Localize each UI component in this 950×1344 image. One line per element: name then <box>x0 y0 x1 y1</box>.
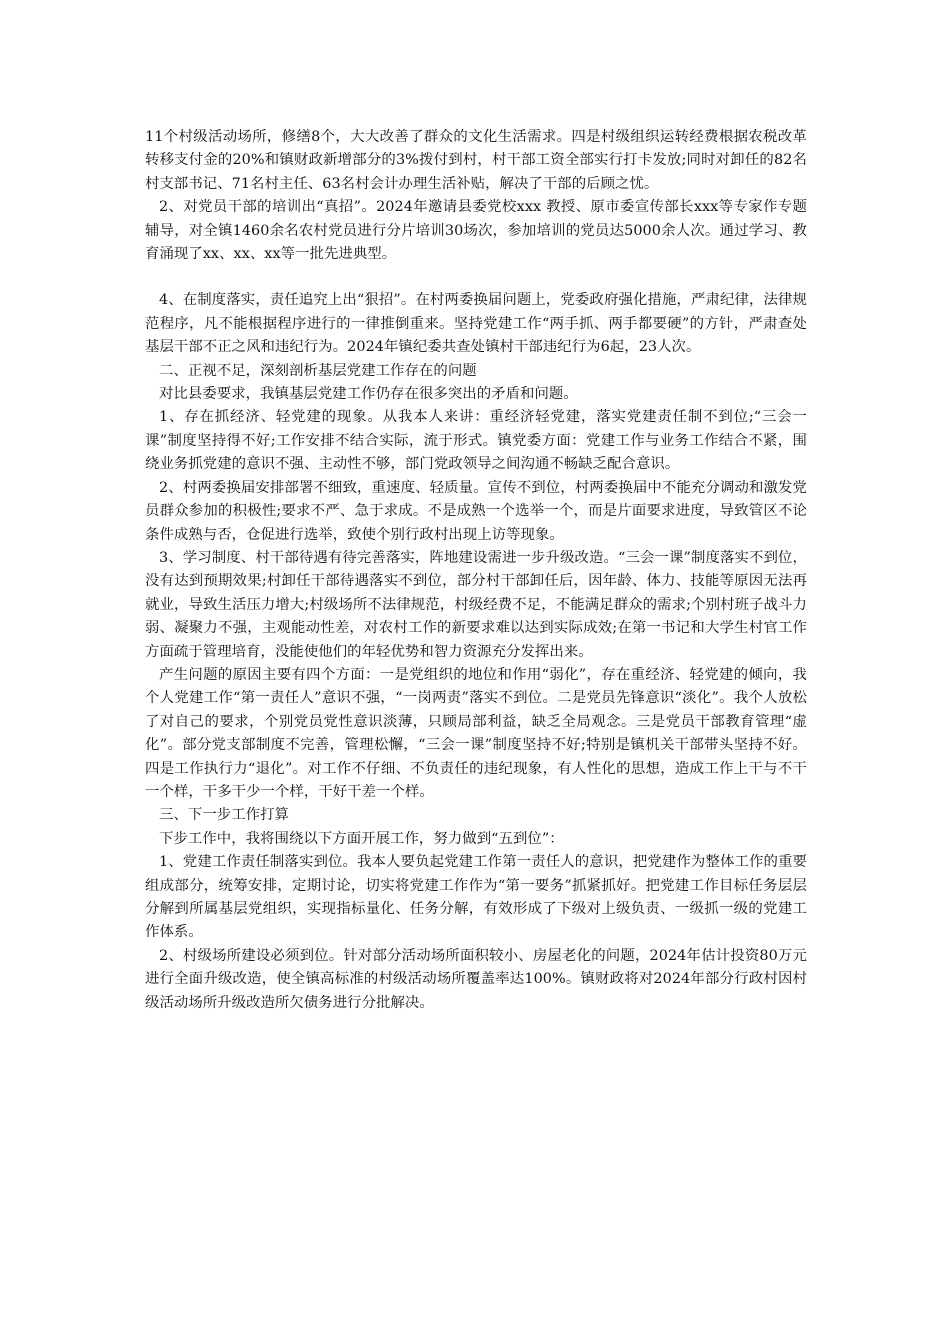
paragraph-training: 2、对党员干部的培训出“真招”。2024年邀请县委党校xxx 教授、原市委宣传部长xxx等专家作专题辅导，对全镇1460余名农村党员进行分片培训30场次，参加培训的党员达5000余人次。通过学习、教育涌现了xx、xx、xx等一批先进典型。 <box>145 199 807 263</box>
paragraph-problem-1: 1、存在抓经济、轻党建的现象。从我本人来讲：重经济轻党建，落实党建责任制不到位;“三会一课”制度坚持得不好;工作安排不结合实际，流于形式。镇党委方面：党建工作与业务工作结合不紧，围绕业务抓党建的意识不强、主动性不够，部门党政领导之间沟通不畅缺乏配合意识。 <box>145 409 807 473</box>
section-heading-problems: 二、正视不足，深刻剖析基层党建工作存在的问题 <box>159 362 477 379</box>
document-page <box>145 126 807 1015</box>
paragraph-next-steps-intro: 下步工作中，我将围绕以下方面开展工作，努力做到“五到位”： <box>159 830 564 847</box>
paragraph-continuation: 11个村级活动场所，修缮8个，大大改善了群众的文化生活需求。四是村级组织运转经费根据农税改革转移支付金的20%和镇财政新增部分的3%拨付到村，村干部工资全部实行打卡发放;同时对卸任的82名村支部书记、71名村主任、63名村会计办理生活补贴，解决了干部的后顾之忧。 <box>145 129 807 192</box>
paragraph-next-step-2: 2、村级场所建设必须到位。针对部分活动场所面积较小、房屋老化的问题，2024年估计投资80万元进行全面升级改造，使全镇高标准的村级活动场所覆盖率达100%。镇财政将对2024年部分行政村因村级活动场所升级改造所欠债务进行分批解决。 <box>145 947 807 1011</box>
paragraph-next-step-1: 1、党建工作责任制落实到位。我本人要负起党建工作第一责任人的意识，把党建作为整体工作的重要组成部分，统筹安排，定期讨论，切实将党建工作作为“第一要务”抓紧抓好。把党建工作目标任务层层分解到所属基层党组织，实现指标量化、任务分解，有效形成了下级对上级负责、一级抓一级的党建工作体系。 <box>145 854 807 941</box>
paragraph-problem-2: 2、村两委换届安排部署不细致，重速度、轻质量。宣传不到位，村两委换届中不能充分调动和激发党员群众参加的积极性;要求不严、急于求成。不是成熟一个选举一个，而是片面要求进度，导致管区不论条件成熟与否，仓促进行选举，致使个别行政村出现上访等现象。 <box>145 479 807 543</box>
paragraph-accountability: 4、在制度落实，责任追究上出“狠招”。在村两委换届问题上，党委政府强化措施，严肃纪律，法律规范程序，凡不能根据程序进行的一律推倒重来。坚持党建工作“两手抓、两手都要硬”的方针，严肃查处基层干部不正之风和违纪行为。2024年镇纪委共查处镇村干部违纪行为6起，23人次。 <box>145 292 807 356</box>
section-heading-next-steps: 三、下一步工作打算 <box>159 807 289 824</box>
paragraph-problems-intro: 对比县委要求，我镇基层党建工作仍存在很多突出的矛盾和问题。 <box>159 386 578 403</box>
paragraph-causes: 产生问题的原因主要有四个方面：一是党组织的地位和作用“弱化”，存在重经济、轻党建的倾向，我个人党建工作“第一责任人”意识不强，“一岗两责”落实不到位。二是党员先锋意识“淡化”。我个人放松了对自己的要求，个别党员党性意识淡薄，只顾局部利益，缺乏全局观念。三是党员干部教育管理“虚化”。部分党支部制度不完善，管理松懈，“三会一课”制度坚持不好;特别是镇机关干部带头坚持不好。四是工作执行力“退化”。对工作不仔细、不负责任的违纪现象，有人性化的思想，造成工作上干与不干一个样，干多干少一个样，干好干差一个样。 <box>145 666 807 800</box>
paragraph-problem-3: 3、学习制度、村干部待遇有待完善落实，阵地建设需进一步升级改造。“三会一课”制度落实不到位，没有达到预期效果;村卸任干部待遇落实不到位，部分村干部卸任后，因年龄、体力、技能等原因无法再就业，导致生活压力增大;村级场所不法律规范，村级经费不足，不能满足群众的需求;个别村班子战斗力弱、凝聚力不强，主观能动性差，对农村工作的新要求难以达到实际成效;在第一书记和大学生村官工作方面疏于管理培育，没能使他们的年轻优势和智力资源充分发挥出来。 <box>145 549 807 660</box>
blank-line <box>145 266 807 289</box>
